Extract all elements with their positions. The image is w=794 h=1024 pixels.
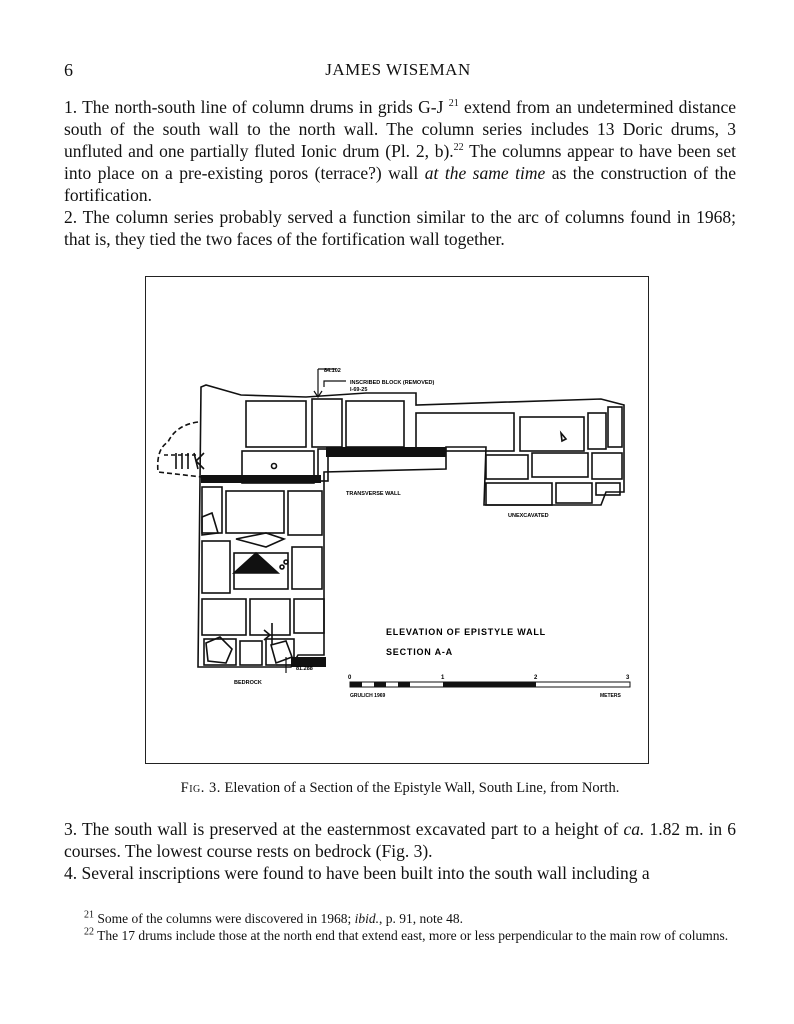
figure-title-line-2: SECTION A-A — [386, 647, 453, 657]
paragraph-2: 2. The column series probably served a function similar to the arc of columns found in 1968; that is, they tied the two faces of the fortification wall together. — [64, 207, 736, 249]
label-elevation-top: 84.102 — [324, 368, 341, 374]
footnote-21-text-b: , p. 91, note 48. — [378, 911, 463, 926]
scale-label-0: 0 — [348, 675, 352, 681]
page-header — [60, 60, 736, 84]
caption-text: Elevation of a Section of the Epistyle Wall, South Line, from North. — [220, 780, 620, 796]
figure-caption — [64, 780, 736, 797]
footnote-21 — [64, 910, 736, 927]
footnote-ref-22: 22 — [453, 142, 464, 154]
p1-emphasis: at the same time — [424, 163, 546, 183]
running-head: JAMES WISEMAN — [325, 60, 471, 79]
caption-label: Fig. 3. — [180, 780, 221, 796]
label-inscribed-id: I-69-25 — [350, 387, 368, 393]
p3-text-a: 3. The south wall is preserved at the easternmost excavated part to a height of — [64, 819, 624, 839]
scale-label-2: 2 — [534, 675, 538, 681]
footnote-21-text-a: Some of the columns were discovered in 1968; — [94, 911, 355, 926]
p1-text-b: extend from an undetermined distance south of the south wall to the north wall. The column series includes 13 Doric drums, 3 unfluted and one partially fluted Ionic drum (Pl. 2, b). — [64, 97, 737, 161]
footnote-22-text: The 17 drums include those at the north end that extend east, more or less perpendicular to the main row of columns. — [94, 928, 729, 943]
footnote-22 — [64, 927, 736, 944]
footnote-ref-21: 21 — [448, 98, 459, 110]
p1-text-d: as the construction of the fortification. — [64, 163, 736, 205]
p3-text-b: 1.82 m. in 6 courses. The lowest course rests on bedrock (Fig. 3). — [64, 819, 736, 861]
p3-emphasis: ca. — [623, 819, 645, 839]
footnote-21-number: 21 — [84, 909, 94, 921]
scale-label-1: 1 — [441, 675, 445, 681]
figure-title-line-1: ELEVATION OF EPISTYLE WALL — [386, 627, 546, 637]
paragraph-4: 4. Several inscriptions were found to have been built into the south wall including a — [64, 863, 650, 883]
p1-text-c: The columns appear to have been set into place on a pre-existing poros (terrace?) wall — [64, 141, 736, 183]
drawing-credit: GRULICH 1969 — [350, 693, 386, 699]
footnote-21-emphasis: ibid. — [354, 911, 379, 926]
paragraph-1 — [64, 96, 736, 206]
figure-3 — [145, 276, 649, 764]
label-unexcavated: UNEXCAVATED — [508, 513, 549, 519]
footnote-22-number: 22 — [84, 926, 94, 938]
scale-bar — [348, 675, 630, 699]
label-elevation-bottom: 81.288 — [296, 666, 313, 672]
epistyle-wall-elevation-drawing — [146, 277, 650, 765]
p1-text-a: 1. The north-south line of column drums in grids G-J — [64, 97, 449, 117]
label-transverse-wall: TRANSVERSE WALL — [346, 491, 401, 497]
label-bedrock: BEDROCK — [234, 680, 262, 686]
label-inscribed-block: INSCRIBED BLOCK (REMOVED) — [350, 380, 435, 386]
page-number: 6 — [64, 60, 73, 80]
scale-units: METERS — [600, 693, 621, 699]
paragraph-3 — [64, 818, 736, 862]
scale-label-3: 3 — [626, 675, 630, 681]
